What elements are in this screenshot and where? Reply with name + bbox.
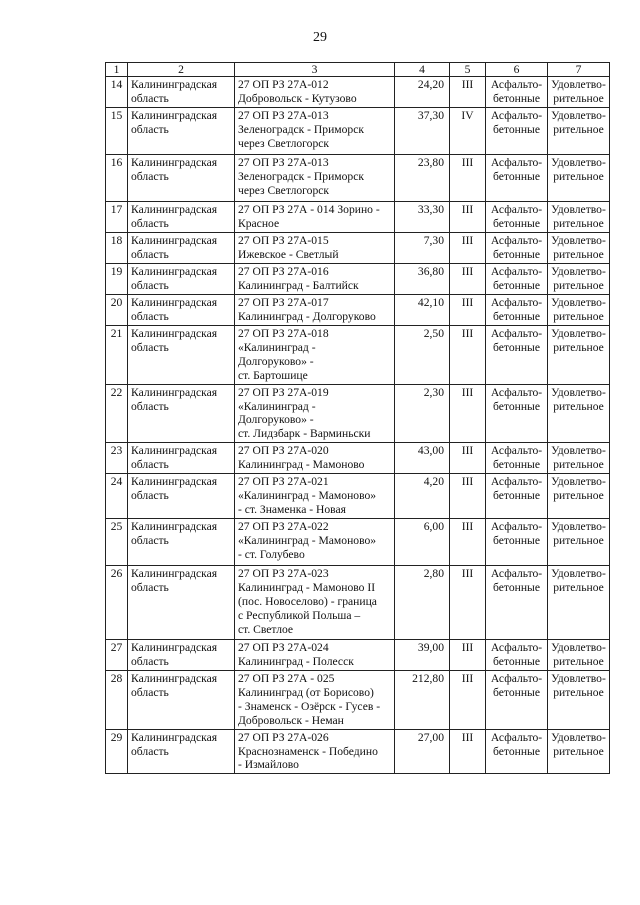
region-cell-line: Калининградская	[131, 296, 218, 309]
region-cell-line: область	[131, 278, 169, 292]
surface-cell-line: Асфальто-	[490, 296, 543, 309]
surface-cell	[486, 326, 548, 385]
road-cell-line: ст. Светлое	[238, 622, 294, 636]
region-cell-line: Калининградская	[131, 156, 218, 169]
surface-cell	[486, 443, 548, 474]
header-cell: 1	[106, 63, 128, 77]
condition-cell	[548, 518, 610, 565]
region-cell	[128, 565, 235, 639]
condition-cell-line: рительное	[553, 580, 604, 594]
condition-cell-line: Удовлетво-	[551, 78, 606, 91]
table-row	[106, 155, 610, 202]
region-cell-line: область	[131, 399, 169, 413]
length-cell: 7,30	[395, 233, 450, 264]
table-row	[106, 670, 610, 729]
roads-table	[105, 62, 610, 774]
surface-cell	[486, 264, 548, 295]
region-cell-line: область	[131, 458, 169, 472]
surface-cell-line: Асфальто-	[490, 109, 543, 122]
surface-cell-line: бетонные	[493, 216, 540, 230]
region-cell-line: Калининградская	[131, 730, 218, 744]
region-cell-line: Калининградская	[131, 640, 218, 654]
length-cell: 2,50	[395, 326, 450, 385]
region-cell-line: область	[131, 533, 169, 547]
road-cell	[235, 326, 395, 385]
category-cell: III	[450, 202, 486, 233]
region-cell-line: Калининградская	[131, 234, 218, 247]
region-cell	[128, 729, 235, 774]
surface-cell	[486, 233, 548, 264]
row-number: 23	[106, 443, 128, 474]
condition-cell-line: рительное	[553, 247, 604, 261]
surface-cell	[486, 729, 548, 774]
length-cell: 212,80	[395, 670, 450, 729]
road-cell	[235, 233, 395, 264]
road-cell-line: 27 ОП РЗ 27А-012	[238, 78, 329, 91]
condition-cell-line: Удовлетво-	[551, 109, 606, 122]
table-row	[106, 108, 610, 155]
surface-cell-line: Асфальто-	[490, 78, 543, 91]
condition-cell-line: Удовлетво-	[551, 640, 606, 654]
road-cell-line: 27 ОП РЗ 27А-020	[238, 444, 329, 458]
region-cell-line: Калининградская	[131, 519, 218, 533]
road-cell-line: 27 ОП РЗ 27А-019	[238, 385, 329, 399]
road-cell-line: Долгоруково» -	[238, 413, 314, 427]
condition-cell-line: рительное	[553, 744, 604, 758]
condition-cell	[548, 295, 610, 326]
road-cell	[235, 670, 395, 729]
road-cell	[235, 202, 395, 233]
region-cell-line: Калининградская	[131, 109, 218, 122]
road-cell-line: Калининград (от Борисово)	[238, 685, 374, 699]
road-cell	[235, 264, 395, 295]
length-cell: 27,00	[395, 729, 450, 774]
surface-cell-line: бетонные	[493, 533, 540, 547]
surface-cell	[486, 384, 548, 443]
category-cell: III	[450, 565, 486, 639]
header-cell: 4	[395, 63, 450, 77]
condition-cell-line: Удовлетво-	[551, 234, 606, 247]
surface-cell-line: бетонные	[493, 489, 540, 503]
road-cell-line: Калининград - Полесск	[238, 654, 354, 668]
condition-cell-line: Удовлетво-	[551, 203, 606, 216]
surface-cell-line: бетонные	[493, 685, 540, 699]
region-cell-line: Калининградская	[131, 385, 218, 399]
region-cell	[128, 670, 235, 729]
surface-cell-line: Асфальто-	[490, 640, 543, 654]
table-row	[106, 729, 610, 774]
region-cell-line: Калининградская	[131, 78, 218, 91]
region-cell	[128, 77, 235, 108]
category-cell: III	[450, 77, 486, 108]
condition-cell-line: рительное	[553, 122, 604, 136]
surface-cell-line: Асфальто-	[490, 327, 543, 340]
condition-cell	[548, 443, 610, 474]
header-row	[106, 63, 610, 77]
row-number: 18	[106, 233, 128, 264]
table-row	[106, 518, 610, 565]
road-cell-line: 27 ОП РЗ 27А-017	[238, 296, 329, 309]
length-cell: 6,00	[395, 518, 450, 565]
table-row	[106, 202, 610, 233]
road-cell	[235, 77, 395, 108]
road-cell-line: «Калининград - Мамоново»	[238, 489, 377, 503]
road-cell-line: - ст. Знаменка - Новая	[238, 503, 346, 517]
surface-cell-line: Асфальто-	[490, 265, 543, 278]
road-cell	[235, 729, 395, 774]
road-cell-line: - Измайлово	[238, 758, 299, 772]
road-cell-line: Ижевское - Светлый	[238, 247, 339, 261]
road-cell	[235, 639, 395, 670]
condition-cell	[548, 639, 610, 670]
road-cell-line: 27 ОП РЗ 27А-022	[238, 519, 329, 533]
surface-cell-line: Асфальто-	[490, 730, 543, 744]
condition-cell-line: рительное	[553, 169, 604, 183]
table-row	[106, 443, 610, 474]
length-cell: 43,00	[395, 443, 450, 474]
condition-cell	[548, 77, 610, 108]
header-cell: 2	[128, 63, 235, 77]
road-cell-line: Добровольск - Неман	[238, 713, 344, 727]
road-cell-line: Долгоруково» -	[238, 354, 314, 368]
condition-cell	[548, 729, 610, 774]
row-number: 22	[106, 384, 128, 443]
region-cell-line: Калининградская	[131, 265, 218, 278]
surface-cell-line: бетонные	[493, 580, 540, 594]
road-cell-line: с Республикой Польша –	[238, 608, 361, 622]
row-number: 28	[106, 670, 128, 729]
surface-cell-line: бетонные	[493, 744, 540, 758]
condition-cell	[548, 202, 610, 233]
surface-cell-line: бетонные	[493, 278, 540, 292]
condition-cell	[548, 670, 610, 729]
region-cell	[128, 518, 235, 565]
surface-cell-line: Асфальто-	[490, 444, 543, 458]
length-cell: 2,80	[395, 565, 450, 639]
road-cell-line: Зеленоградск - Приморск	[238, 169, 365, 183]
surface-cell	[486, 565, 548, 639]
road-cell-line: 27 ОП РЗ 27А-018	[238, 327, 329, 340]
road-cell	[235, 565, 395, 639]
condition-cell-line: рительное	[553, 685, 604, 699]
length-cell: 36,80	[395, 264, 450, 295]
region-cell-line: область	[131, 744, 169, 758]
road-cell-line: 27 ОП РЗ 27А-015	[238, 234, 329, 247]
region-cell	[128, 202, 235, 233]
length-cell: 37,30	[395, 108, 450, 155]
road-cell-line: Зеленоградск - Приморск	[238, 122, 365, 136]
condition-cell-line: Удовлетво-	[551, 671, 606, 685]
row-number: 15	[106, 108, 128, 155]
road-cell-line: Краснознаменск - Победино	[238, 744, 378, 758]
region-cell-line: Калининградская	[131, 566, 218, 580]
region-cell-line: область	[131, 654, 169, 668]
row-number: 29	[106, 729, 128, 774]
condition-cell-line: Удовлетво-	[551, 265, 606, 278]
category-cell: III	[450, 670, 486, 729]
surface-cell-line: бетонные	[493, 309, 540, 323]
category-cell: III	[450, 518, 486, 565]
surface-cell-line: бетонные	[493, 654, 540, 668]
region-cell	[128, 474, 235, 519]
table-row	[106, 565, 610, 639]
table-body	[106, 77, 610, 774]
road-cell-line: 27 ОП РЗ 27А - 014 Зорино -	[238, 203, 380, 216]
surface-cell-line: Асфальто-	[490, 566, 543, 580]
surface-cell-line: бетонные	[493, 340, 540, 354]
length-cell: 23,80	[395, 155, 450, 202]
condition-cell	[548, 108, 610, 155]
surface-cell-line: Асфальто-	[490, 156, 543, 169]
condition-cell-line: рительное	[553, 309, 604, 323]
road-cell-line: Калининград - Балтийск	[238, 278, 359, 292]
condition-cell-line: рительное	[553, 654, 604, 668]
condition-cell	[548, 155, 610, 202]
condition-cell-line: Удовлетво-	[551, 385, 606, 399]
surface-cell-line: бетонные	[493, 91, 540, 105]
road-cell	[235, 155, 395, 202]
region-cell-line: область	[131, 122, 169, 136]
condition-cell-line: рительное	[553, 216, 604, 230]
region-cell-line: область	[131, 489, 169, 503]
surface-cell	[486, 108, 548, 155]
road-cell-line: Калининград - Мамоново II	[238, 580, 376, 594]
condition-cell-line: рительное	[553, 91, 604, 105]
table-row	[106, 233, 610, 264]
surface-cell-line: Асфальто-	[490, 519, 543, 533]
region-cell	[128, 295, 235, 326]
row-number: 21	[106, 326, 128, 385]
row-number: 17	[106, 202, 128, 233]
surface-cell-line: Асфальто-	[490, 385, 543, 399]
length-cell: 2,30	[395, 384, 450, 443]
surface-cell-line: бетонные	[493, 169, 540, 183]
region-cell-line: Калининградская	[131, 475, 218, 489]
road-cell	[235, 443, 395, 474]
condition-cell-line: рительное	[553, 458, 604, 472]
region-cell	[128, 326, 235, 385]
region-cell-line: область	[131, 91, 169, 105]
header-cell: 5	[450, 63, 486, 77]
surface-cell	[486, 202, 548, 233]
category-cell: III	[450, 384, 486, 443]
road-cell-line: через Светлогорск	[238, 136, 330, 150]
row-number: 14	[106, 77, 128, 108]
road-cell-line: «Калининград -	[238, 399, 316, 413]
road-cell-line: ст. Лидзбарк - Варминьски	[238, 427, 371, 441]
surface-cell	[486, 295, 548, 326]
surface-cell	[486, 639, 548, 670]
road-cell-line: 27 ОП РЗ 27А-013	[238, 156, 329, 169]
condition-cell	[548, 326, 610, 385]
surface-cell-line: Асфальто-	[490, 234, 543, 247]
region-cell-line: область	[131, 685, 169, 699]
row-number: 26	[106, 565, 128, 639]
page-number: 29	[313, 30, 327, 45]
condition-cell-line: Удовлетво-	[551, 296, 606, 309]
condition-cell-line: рительное	[553, 489, 604, 503]
region-cell	[128, 443, 235, 474]
surface-cell-line: бетонные	[493, 247, 540, 261]
category-cell: III	[450, 155, 486, 202]
category-cell: III	[450, 264, 486, 295]
road-cell	[235, 108, 395, 155]
region-cell-line: область	[131, 169, 169, 183]
road-cell	[235, 295, 395, 326]
road-cell-line: через Светлогорск	[238, 183, 330, 197]
header-cell: 3	[235, 63, 395, 77]
region-cell	[128, 639, 235, 670]
surface-cell	[486, 474, 548, 519]
road-cell-line: Калининград - Мамоново	[238, 458, 365, 472]
region-cell-line: область	[131, 216, 169, 230]
region-cell-line: Калининградская	[131, 203, 218, 216]
header-cell: 7	[548, 63, 610, 77]
category-cell: III	[450, 443, 486, 474]
road-cell-line: 27 ОП РЗ 27А-013	[238, 109, 329, 122]
region-cell-line: область	[131, 580, 169, 594]
road-cell-line: 27 ОП РЗ 27А-026	[238, 730, 329, 744]
road-cell-line: Добровольск - Кутузово	[238, 91, 357, 105]
road-cell-line: 27 ОП РЗ 27А-024	[238, 640, 329, 654]
row-number: 19	[106, 264, 128, 295]
surface-cell	[486, 518, 548, 565]
condition-cell	[548, 384, 610, 443]
road-cell-line: - ст. Голубево	[238, 547, 305, 561]
surface-cell-line: бетонные	[493, 122, 540, 136]
condition-cell	[548, 264, 610, 295]
region-cell	[128, 108, 235, 155]
table-row	[106, 474, 610, 519]
surface-cell-line: бетонные	[493, 399, 540, 413]
category-cell: III	[450, 729, 486, 774]
condition-cell	[548, 233, 610, 264]
condition-cell-line: рительное	[553, 399, 604, 413]
condition-cell-line: Удовлетво-	[551, 156, 606, 169]
surface-cell-line: бетонные	[493, 458, 540, 472]
condition-cell-line: рительное	[553, 278, 604, 292]
length-cell: 33,30	[395, 202, 450, 233]
category-cell: IV	[450, 108, 486, 155]
condition-cell-line: Удовлетво-	[551, 444, 606, 458]
table-row	[106, 77, 610, 108]
surface-cell	[486, 670, 548, 729]
row-number: 20	[106, 295, 128, 326]
condition-cell-line: Удовлетво-	[551, 327, 606, 340]
road-cell-line: - Знаменск - Озёрск - Гусев -	[238, 699, 381, 713]
condition-cell-line: Удовлетво-	[551, 519, 606, 533]
region-cell-line: область	[131, 309, 169, 323]
length-cell: 4,20	[395, 474, 450, 519]
region-cell	[128, 264, 235, 295]
region-cell	[128, 384, 235, 443]
region-cell-line: область	[131, 340, 169, 354]
road-cell-line: ст. Бартошице	[238, 368, 308, 382]
surface-cell-line: Асфальто-	[490, 203, 543, 216]
row-number: 24	[106, 474, 128, 519]
region-cell-line: Калининградская	[131, 444, 218, 458]
region-cell-line: Калининградская	[131, 327, 218, 340]
row-number: 25	[106, 518, 128, 565]
surface-cell	[486, 155, 548, 202]
region-cell-line: область	[131, 247, 169, 261]
table-row	[106, 639, 610, 670]
road-cell-line: Красное	[238, 216, 280, 230]
surface-cell-line: Асфальто-	[490, 671, 543, 685]
road-cell-line: «Калининград -	[238, 340, 316, 354]
category-cell: III	[450, 326, 486, 385]
category-cell: III	[450, 474, 486, 519]
condition-cell-line: рительное	[553, 340, 604, 354]
condition-cell	[548, 474, 610, 519]
road-cell-line: Калининград - Долгоруково	[238, 309, 376, 323]
region-cell-line: Калининградская	[131, 671, 218, 685]
region-cell	[128, 233, 235, 264]
condition-cell-line: рительное	[553, 533, 604, 547]
condition-cell-line: Удовлетво-	[551, 566, 606, 580]
length-cell: 24,20	[395, 77, 450, 108]
condition-cell-line: Удовлетво-	[551, 730, 606, 744]
length-cell: 42,10	[395, 295, 450, 326]
road-cell-line: 27 ОП РЗ 27А-016	[238, 265, 329, 278]
length-cell: 39,00	[395, 639, 450, 670]
surface-cell	[486, 77, 548, 108]
surface-cell-line: Асфальто-	[490, 475, 543, 489]
table-row	[106, 295, 610, 326]
road-cell-line: «Калининград - Мамоново»	[238, 533, 377, 547]
category-cell: III	[450, 639, 486, 670]
condition-cell	[548, 565, 610, 639]
road-cell	[235, 384, 395, 443]
header-cell: 6	[486, 63, 548, 77]
road-cell-line: 27 ОП РЗ 27А-021	[238, 475, 329, 489]
table-row	[106, 264, 610, 295]
row-number: 16	[106, 155, 128, 202]
road-cell-line: 27 ОП РЗ 27А-023	[238, 566, 329, 580]
condition-cell-line: Удовлетво-	[551, 475, 606, 489]
road-cell-line: 27 ОП РЗ 27А - 025	[238, 671, 335, 685]
road-cell	[235, 518, 395, 565]
road-cell-line: (пос. Новоселово) - граница	[238, 594, 377, 608]
road-cell	[235, 474, 395, 519]
row-number: 27	[106, 639, 128, 670]
table-row	[106, 326, 610, 385]
table-row	[106, 384, 610, 443]
category-cell: III	[450, 233, 486, 264]
region-cell	[128, 155, 235, 202]
category-cell: III	[450, 295, 486, 326]
